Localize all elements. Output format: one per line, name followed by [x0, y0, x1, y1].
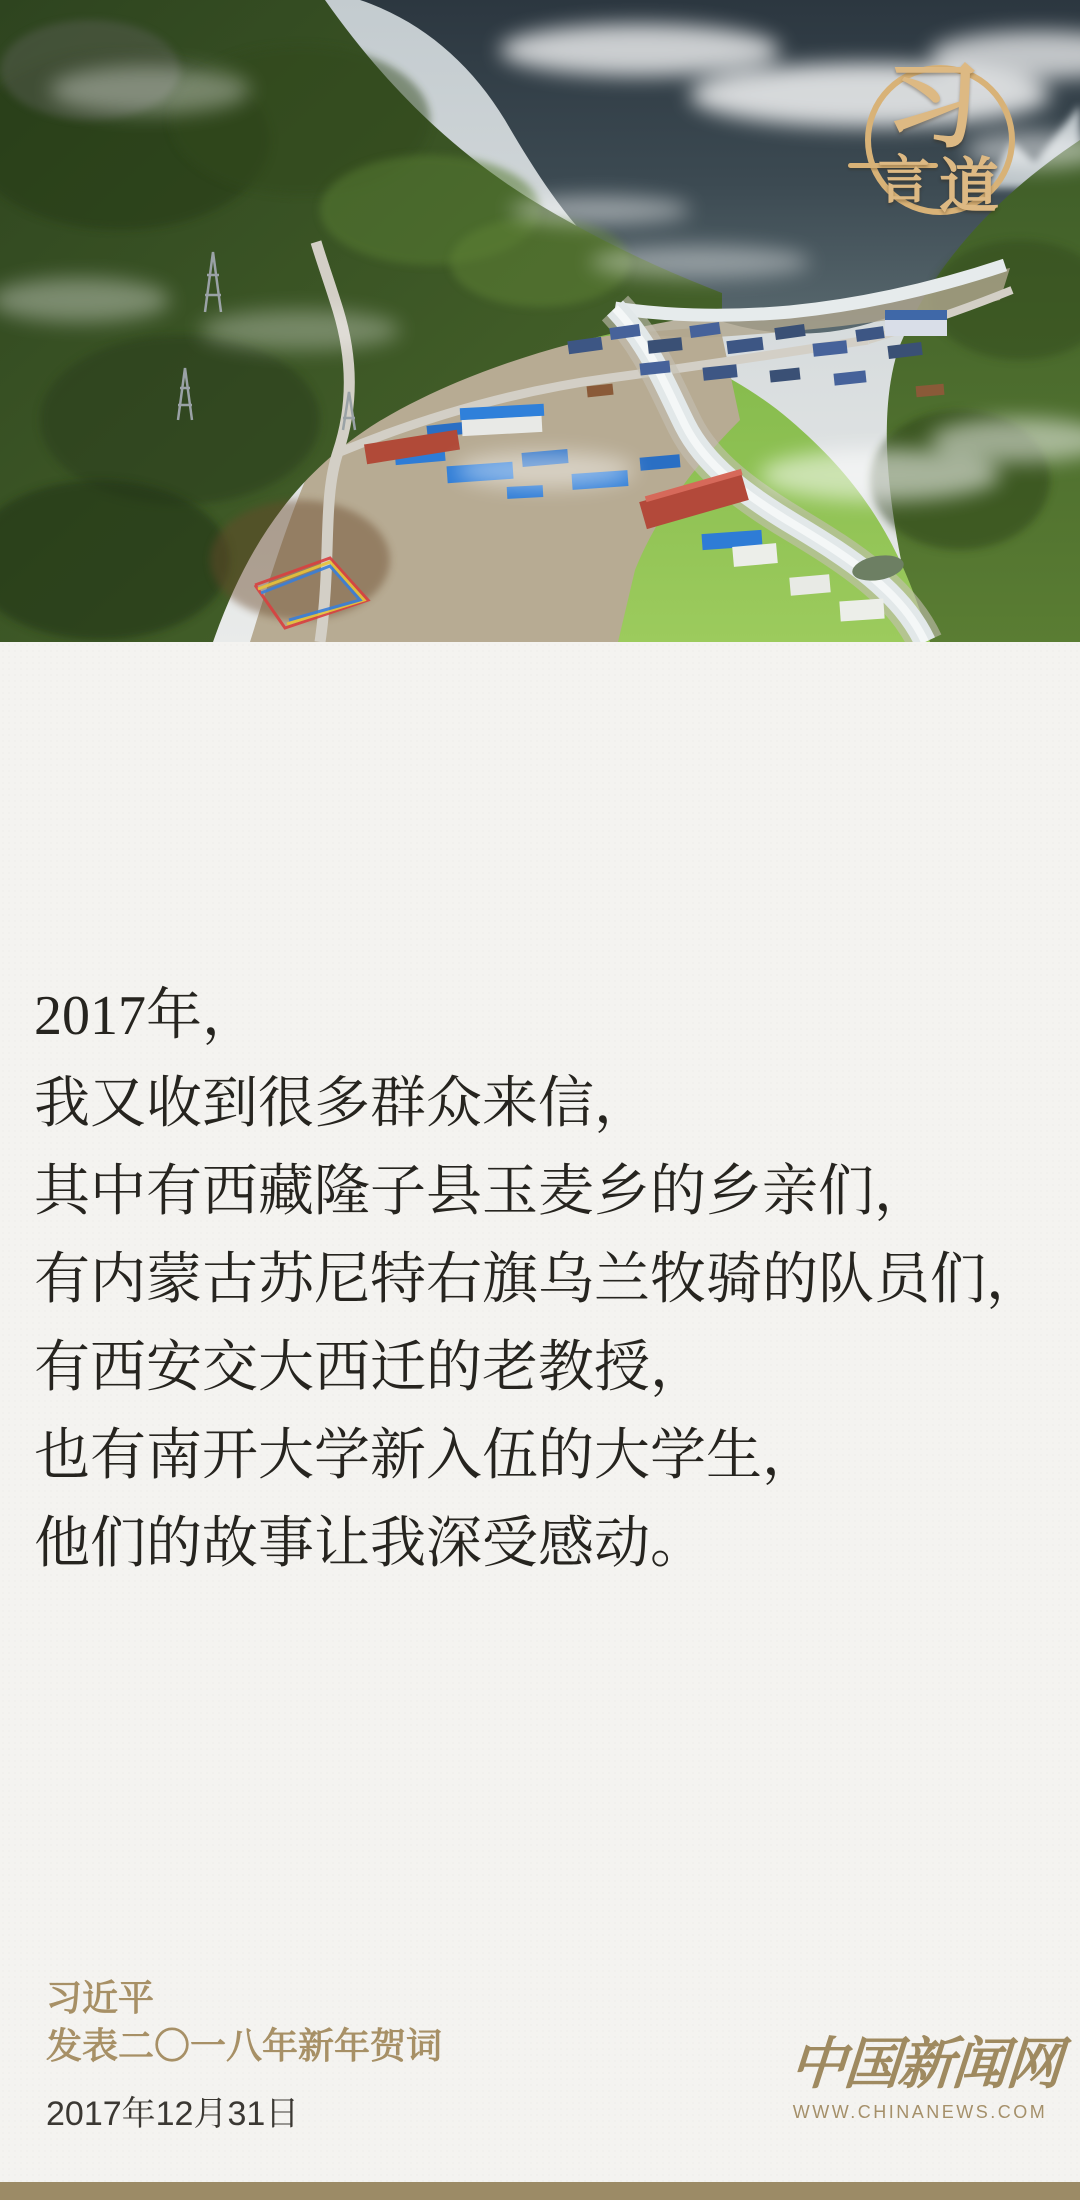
chinanews-wordmark: 中国新闻网 — [787, 2034, 1063, 2096]
attribution-speaker: 习近平 — [46, 1977, 155, 2018]
quote-line-7: 他们的故事让我深受感动。 — [34, 1513, 706, 1575]
quote-block — [34, 972, 1054, 1588]
badge-char-yan: 言 — [878, 153, 931, 210]
quote-line-4: 有内蒙古苏尼特右旗乌兰牧骑的队员们， — [34, 1249, 1042, 1311]
attribution-date: 2017年12月31日 — [46, 2095, 300, 2133]
badge-char-dao: 道 — [939, 154, 999, 220]
quote-line-2: 我又收到很多群众来信， — [34, 1073, 650, 1135]
chinanews-url: WWW.CHINANEWS.COM — [792, 2102, 1048, 2122]
footer-gold-bar — [0, 2182, 1080, 2200]
quote-line-5: 有西安交大西迁的老教授， — [34, 1337, 706, 1399]
attribution-event: 发表二〇一八年新年贺词 — [46, 2025, 443, 2066]
quote-line-3: 其中有西藏隆子县玉麦乡的乡亲们， — [34, 1161, 930, 1223]
xi-yan-dao-badge — [838, 50, 1068, 240]
quote-line-1: 2017年， — [34, 985, 258, 1047]
badge-char-xi: 习 — [886, 55, 981, 159]
publisher-block — [787, 2034, 1063, 2123]
quote-line-6: 也有南开大学新入伍的大学生， — [34, 1425, 818, 1487]
attribution-block — [46, 1974, 442, 2134]
hero-photo — [0, 0, 1080, 642]
